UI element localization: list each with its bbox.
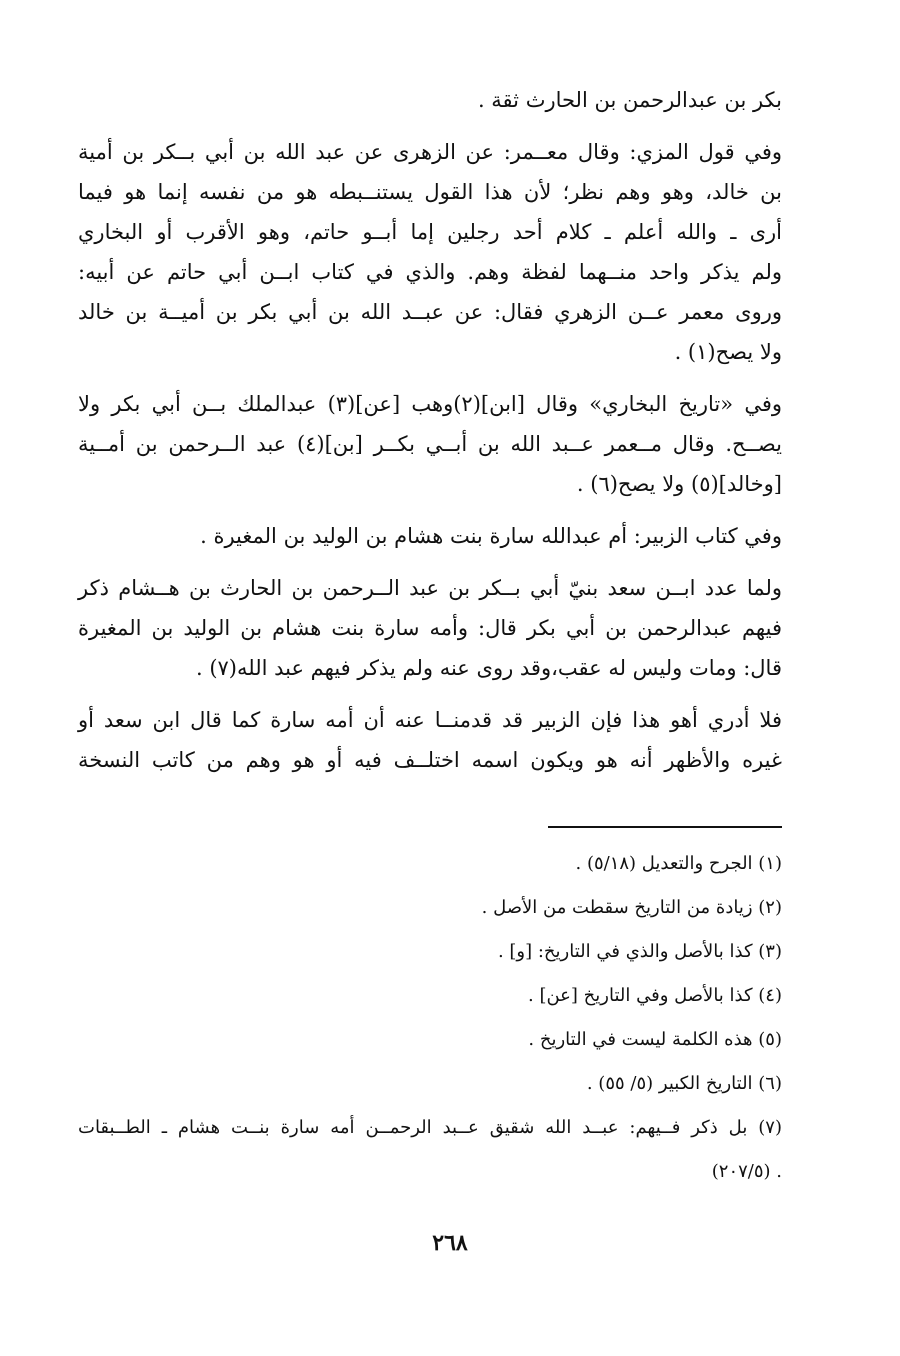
footnote-line: (٧) بل ذكر فــيهم: عبــد الله شقيق عــبد الرحمــن أمه سارة بنــت هشام ـ الطــبقات bbox=[78, 1117, 782, 1138]
footnote-7 bbox=[78, 1106, 782, 1194]
text-line: وفي كتاب الزبير: أم عبدالله سارة بنت هشام بن الوليد بن المغيرة . bbox=[200, 524, 782, 548]
text-line: بن خالد، وهو وهم نظر؛ لأن هذا القول يستنــبطه هو من نفسه إنما هو فيما bbox=[78, 180, 782, 204]
footnotes bbox=[78, 842, 782, 1194]
footnote-line: (٦) التاريخ الكبير (٥/ ٥٥) . bbox=[586, 1073, 782, 1094]
footnote-separator bbox=[548, 826, 782, 828]
footnote-6 bbox=[78, 1062, 782, 1106]
footnote-1 bbox=[78, 842, 782, 886]
main-text bbox=[78, 80, 782, 792]
paragraph-6 bbox=[78, 700, 782, 780]
paragraph-4 bbox=[78, 516, 782, 556]
text-line: [وخالد](٥) ولا يصح(٦) . bbox=[576, 472, 782, 496]
text-line: فلا أدري أهو هذا فإن الزبير قد قدمنــا عنه أن أمه سارة كما قال ابن سعد أو bbox=[78, 708, 782, 732]
footnote-2 bbox=[78, 886, 782, 930]
text-line: قال: ومات وليس له عقب،وقد روى عنه ولم يذكر فيهم عبد الله(٧) . bbox=[195, 656, 782, 680]
text-line: ولم يذكر واحد منــهما لفظة وهم. والذي في كتاب ابــن أبي حاتم عن أبيه: bbox=[78, 260, 782, 284]
footnote-4 bbox=[78, 974, 782, 1018]
text-line: ولا يصح(١) . bbox=[674, 340, 782, 364]
page-number: ٢٦٨ bbox=[432, 1230, 468, 1256]
footnote-line: (٢) زيادة من التاريخ سقطت من الأصل . bbox=[481, 897, 782, 918]
text-line: غيره والأظهر أنه هو ويكون اسمه اختلــف فيه أو هو وهم من كاتب النسخة bbox=[78, 748, 782, 772]
text-line: أرى ـ والله أعلم ـ كلام أحد رجلين إما أبــو حاتم، وهو الأقرب أو البخاري bbox=[78, 220, 782, 244]
text-line: وفي «تاريخ البخاري» وقال [ابن](٢)وهب [عن](٣) عبدالملك بــن أبي بكر ولا bbox=[78, 392, 782, 416]
text-line: يصــح. وقال مــعمر عــبد الله بن أبــي بكــر [بن](٤) عبد الــرحمن بن أمــية bbox=[78, 432, 782, 456]
paragraph-1 bbox=[78, 80, 782, 120]
footnote-3 bbox=[78, 930, 782, 974]
paragraph-5 bbox=[78, 568, 782, 688]
footnote-line: (٤) كذا بالأصل وفي التاريخ [عن] . bbox=[528, 985, 782, 1006]
paragraph-3 bbox=[78, 384, 782, 504]
text-line: وفي قول المزي: وقال معــمر: عن الزهرى عن عبد الله بن أبي بــكر بن أمية bbox=[78, 140, 782, 164]
paragraph-2 bbox=[78, 132, 782, 372]
text-line: ولما عدد ابــن سعد بنيّ أبي بــكر بن عبد الــرحمن بن الحارث بن هــشام ذكر bbox=[78, 576, 782, 600]
footnote-line: . (٢٠٧/٥) bbox=[711, 1161, 782, 1182]
footnote-line: (٣) كذا بالأصل والذي في التاريخ: [و] . bbox=[497, 941, 782, 962]
text-line: وروى معمر عــن الزهري فقال: عن عبــد الله بن أبي بكر بن أميــة بن خالد bbox=[78, 300, 782, 324]
footnote-line: (١) الجرح والتعديل (٥/١٨) . bbox=[575, 853, 782, 874]
text-line: بكر بن عبدالرحمن بن الحارث ثقة . bbox=[477, 88, 782, 112]
text-line: فيهم عبدالرحمن بن أبي بكر قال: وأمه سارة بنت هشام بن الوليد بن المغيرة bbox=[78, 616, 782, 640]
footnote-5 bbox=[78, 1018, 782, 1062]
footnote-line: (٥) هذه الكلمة ليست في التاريخ . bbox=[528, 1029, 782, 1050]
